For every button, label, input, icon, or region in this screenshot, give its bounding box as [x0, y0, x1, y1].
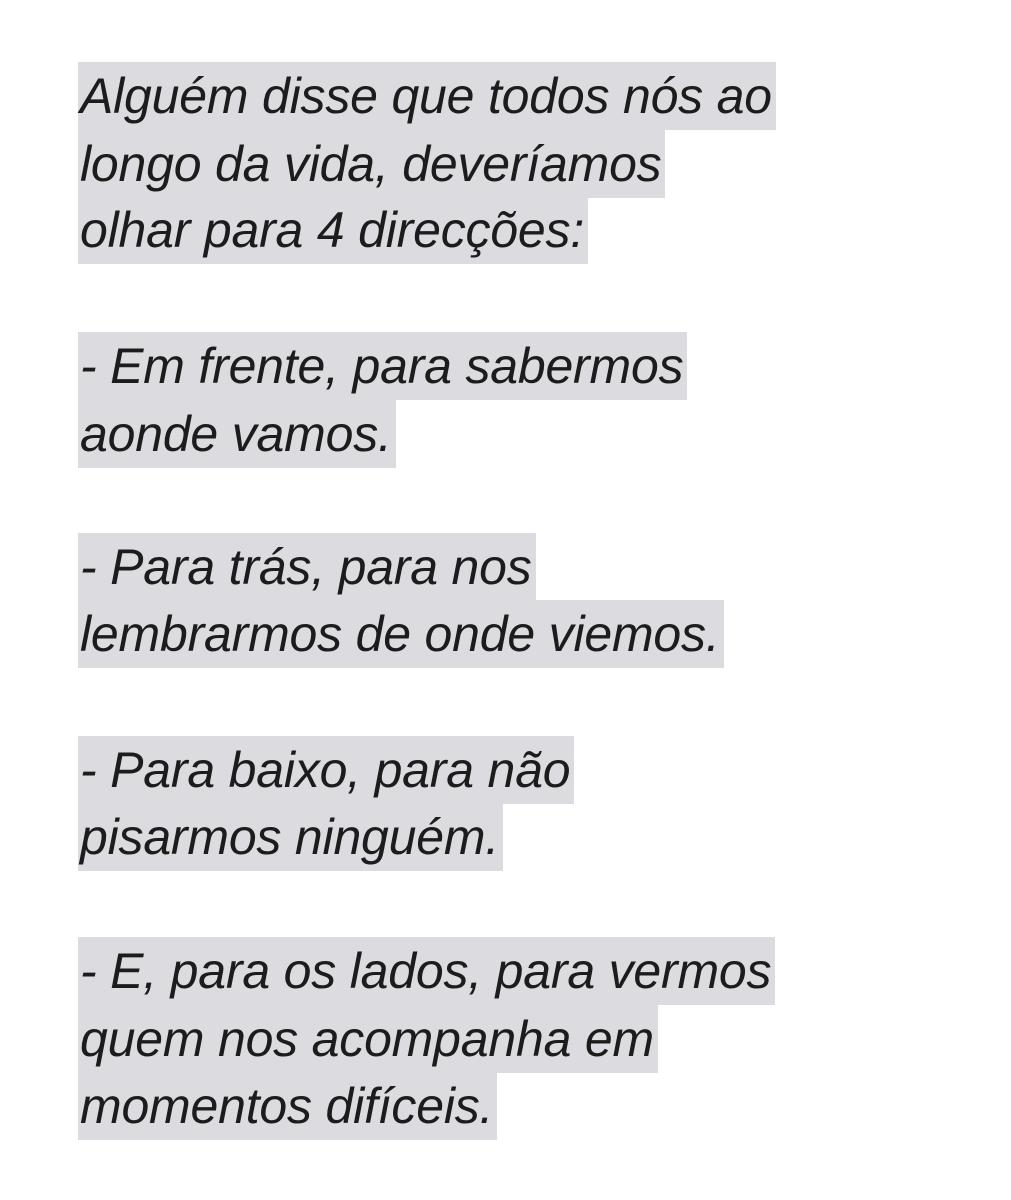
text-highlight: Alguém disse que todos nós ao	[78, 62, 776, 130]
text-highlight: - Para trás, para nos	[78, 533, 536, 601]
down-line-1	[78, 736, 574, 804]
text-highlight: - Em frente, para sabermos	[78, 332, 687, 400]
text-highlight: lembrarmos de onde viemos.	[78, 600, 724, 668]
text-highlight: quem nos acompanha em	[78, 1005, 658, 1073]
intro-line-1	[78, 62, 776, 130]
forward-line-2	[78, 400, 396, 468]
intro-line-3	[78, 196, 588, 264]
text-highlight: pisarmos ninguém.	[78, 803, 503, 871]
sides-line-3	[78, 1072, 497, 1140]
sides-line-2	[78, 1005, 658, 1073]
text-highlight: olhar para 4 direcções:	[78, 196, 588, 264]
text-highlight: longo da vida, deveríamos	[78, 130, 665, 198]
down-line-2	[78, 803, 503, 871]
intro-line-2	[78, 130, 665, 198]
sides-line-1	[78, 937, 775, 1005]
forward-line-1	[78, 332, 687, 400]
text-highlight: aonde vamos.	[78, 400, 396, 468]
text-highlight: momentos difíceis.	[78, 1072, 497, 1140]
back-line-2	[78, 600, 724, 668]
text-highlight: - E, para os lados, para vermos	[78, 937, 775, 1005]
back-line-1	[78, 533, 536, 601]
text-highlight: - Para baixo, para não	[78, 736, 574, 804]
